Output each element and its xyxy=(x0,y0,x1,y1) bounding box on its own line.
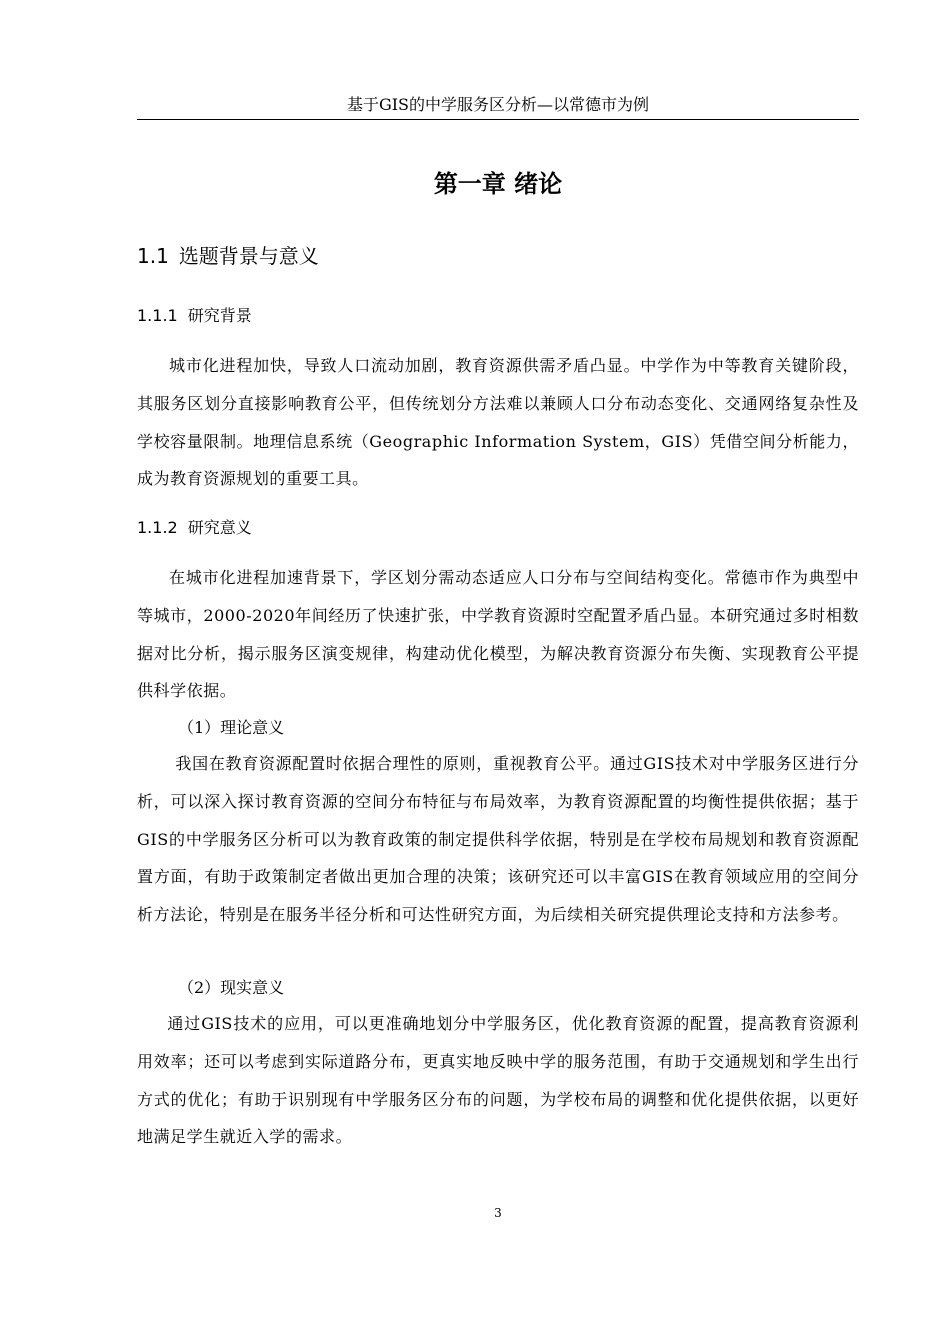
page-number: 3 xyxy=(494,1206,502,1220)
subsection-title: 研究意义 xyxy=(187,518,252,537)
chapter-title: 第一章 绪论 xyxy=(433,170,563,198)
theory-significance-paragraph: 我国在教育资源配置时依据合理性的原则，重视教育公平。通过GIS技术对中学服务区进行分析，可以深入探讨教育资源的空间分布特征与布局效率，为教育资源配置的均衡性提供依据；基于GIS的中学服务区分析可以为教育政策的制定提供科学依据，特别是在学校布局规划和教育资源配置方面，有助于政策制定者做出更加合理的决策；该研究还可以丰富GIS在教育领域应用的空间分析方法论，特别是在服务半径分析和可达性研究方面，为后续相关研究提供理论支持和方法参考。 xyxy=(137,754,859,925)
section-number: 1.1 xyxy=(137,244,169,268)
subsection-number: 1.1.2 xyxy=(137,518,178,537)
theory-significance-label: （1）理论意义 xyxy=(178,718,285,737)
research-significance-paragraph: 在城市化进程加速背景下，学区划分需动态适应人口分布与空间结构变化。常德市作为典型中等城市，2000-2020年间经历了快速扩张，中学教育资源时空配置矛盾凸显。本研究通过多时相数据对比分析，揭示服务区演变规律，构建动优化模型，为解决教育资源分布失衡、实现教育公平提供科学依据。 xyxy=(137,568,859,701)
subsection-title: 研究背景 xyxy=(187,306,252,325)
practical-significance-paragraph: 通过GIS技术的应用，可以更准确地划分中学服务区，优化教育资源的配置，提高教育资源利用效率；还可以考虑到实际道路分布，更真实地反映中学的服务范围，有助于交通规划和学生出行方式的优化；有助于识别现有中学服务区分布的问题，为学校布局的调整和优化提供依据，以更好地满足学生就近入学的需求。 xyxy=(137,1014,859,1147)
subsection-number: 1.1.1 xyxy=(137,306,178,325)
subsection-heading-1-1-2 xyxy=(137,516,252,540)
section-title: 选题背景与意义 xyxy=(178,244,319,268)
running-header: 基于GIS的中学服务区分析—以常德市为例 xyxy=(346,95,650,114)
practical-significance-label: （2）现实意义 xyxy=(178,978,285,997)
subsection-heading-1-1-1 xyxy=(137,304,252,328)
section-heading-1-1 xyxy=(137,242,319,270)
header-rule xyxy=(137,119,859,120)
research-background-paragraph: 城市化进程加快，导致人口流动加剧，教育资源供需矛盾凸显。中学作为中等教育关键阶段，其服务区划分直接影响教育公平，但传统划分方法难以兼顾人口分布动态变化、交通网络复杂性及学校容量限制。地理信息系统（Geographic Information System，GIS）凭借空间分析能力，成为教育资源规划的重要工具。 xyxy=(137,356,859,489)
